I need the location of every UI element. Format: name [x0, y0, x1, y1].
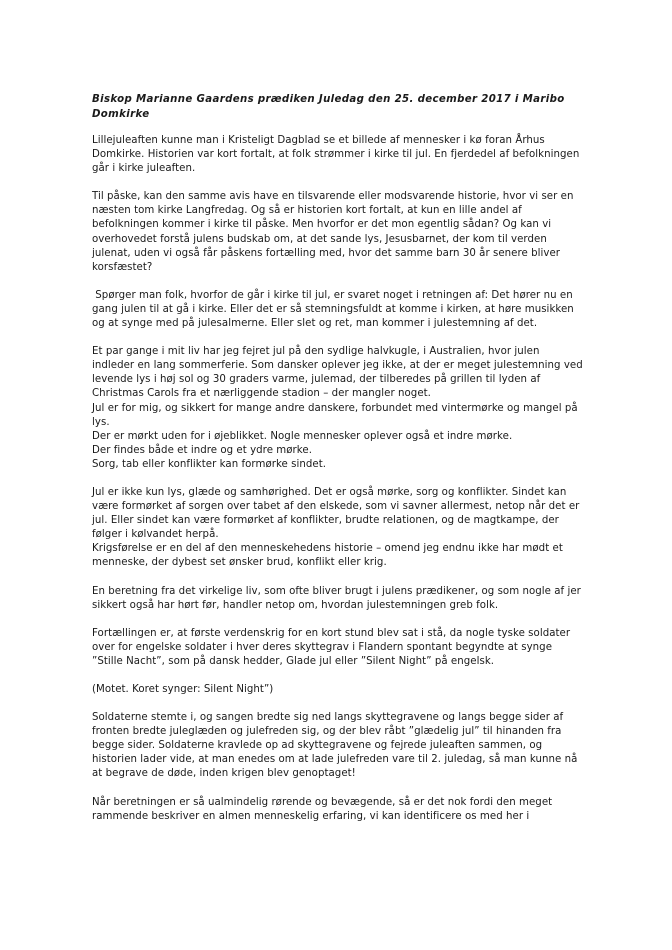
paragraph	[92, 711, 582, 781]
text-line: går i kirke juleaften.	[92, 163, 196, 175]
text-line: Der findes både et indre og et ydre mørke.	[92, 444, 312, 456]
text-line: Soldaterne stemte i, og sangen bredte sig ned langs skyttegravene og langs begge sider af	[92, 712, 564, 724]
text-line: Der er mørkt uden for i øjeblikket. Nogle mennesker oplever også et indre mørke.	[92, 430, 513, 442]
text-line: julenat, uden vi også får påskens fortælling med, hvor det samme barn 30 år senere bliver	[92, 247, 561, 259]
text-line: være formørket af sorgen over tabet af den elskede, som vi savner allermest, netop når det er	[92, 501, 580, 513]
text-line: rammende beskriver en almen menneskelig erfaring, vi kan identificere os med her i	[92, 810, 530, 822]
paragraph	[92, 627, 582, 669]
text-line: levende lys i høj sol og 30 graders varme, julemad, der tilberedes på grillen til lyden af	[92, 374, 541, 386]
paragraph	[92, 585, 582, 613]
text-line: fronten bredte juleglæden og julefreden sig, og der blev råbt ”glædelig jul” til hinanden fra	[92, 726, 562, 738]
text-line: over for engelske soldater i hver deres skyttegrav i Flandern spontant begyndte at synge	[92, 641, 553, 653]
text-line: Jul er ikke kun lys, glæde og samhørighed. Det er også mørke, sorg og konflikter. Sindet kan	[92, 486, 567, 498]
paragraph	[92, 683, 582, 697]
title-line: Domkirke	[92, 109, 150, 120]
paragraph	[92, 190, 582, 275]
text-line: befolkningen kommer i kirke til påske. Men hvorfor er det mon egentlig sådan? Og kan vi	[92, 219, 552, 231]
text-line: Lillejuleaften kunne man i Kristeligt Dagblad se et billede af mennesker i kø foran Århus	[92, 135, 545, 146]
text-line: Domkirke. Historien var kort fortalt, at folk strømmer i kirke til jul. En fjerdedel af befolkningen	[92, 149, 580, 161]
text-line: Christmas Carols fra et nærliggende stadion – der mangler noget.	[92, 388, 431, 400]
text-line: historien lader vide, at man enedes om at lade julefreden vare til 2. juledag, så man kunne nå	[92, 754, 578, 766]
text-line: Sorg, tab eller konflikter kan formørke sindet.	[92, 458, 327, 470]
text-line: jul. Eller sindet kan være formørket af konflikter, brudte relationen, og de magtkampe, der	[92, 515, 559, 527]
text-line: Spørger man folk, hvorfor de går i kirke til jul, er svaret noget i retningen af: Det hører nu en	[92, 289, 573, 301]
paragraph	[92, 134, 582, 176]
paragraph	[92, 796, 582, 824]
text-line: korsfæstet?	[92, 261, 153, 273]
paragraph	[92, 486, 582, 571]
text-line: Når beretningen er så ualmindelig rørende og bevægende, så er det nok fordi den meget	[92, 796, 553, 808]
text-line: Et par gange i mit liv har jeg fejret jul på den sydlige halvkugle, i Australien, hvor julen	[92, 346, 540, 358]
text-line: lys.	[92, 416, 110, 428]
paragraph	[92, 345, 582, 472]
text-line: menneske, der dybest set ønsker brud, konflikt eller krig.	[92, 557, 387, 569]
title-line: Biskop Marianne Gaardens prædiken Juledag den 25. december 2017 i Maribo	[92, 94, 565, 105]
text-line: Krigsførelse er en del af den menneskehedens historie – omend jeg endnu ikke har mødt et	[92, 543, 563, 555]
text-line: sikkert også har hørt før, handler netop om, hvordan julestemningen greb folk.	[92, 599, 499, 611]
text-line: og at synge med på julesalmerne. Eller slet og ret, man kommer i julestemning af det.	[92, 318, 538, 330]
paragraph	[92, 289, 582, 331]
text-line: En beretning fra det virkelige liv, som ofte bliver brugt i julens prædikener, og som nogle af jer	[92, 585, 581, 597]
text-line: næsten tom kirke Langfredag. Og så er historien kort fortalt, at kun en lille andel af	[92, 205, 522, 217]
text-line: ”Stille Nacht”, som på dansk hedder, Glade jul eller ”Silent Night” på engelsk.	[92, 655, 495, 667]
text-line: (Motet. Koret synger: Silent Night”)	[92, 684, 274, 695]
document-title	[92, 92, 582, 122]
text-line: Fortællingen er, at første verdenskrig for en kort stund blev sat i stå, da nogle tyske soldater	[92, 627, 571, 639]
text-line: overhovedet forstå julens budskab om, at det sande lys, Jesusbarnet, der kom til verden	[92, 233, 547, 245]
text-line: indleder en lang sommerferie. Som dansker oplever jeg ikke, at der er meget julestemning ved	[92, 360, 583, 372]
text-line: Til påske, kan den samme avis have en tilsvarende eller modsvarende historie, hvor vi ser en	[92, 191, 574, 203]
document-page	[92, 92, 582, 838]
text-line: gang julen til at gå i kirke. Eller det er så stemningsfuldt at komme i kirken, at høre musikken	[92, 303, 574, 315]
text-line: Jul er for mig, og sikkert for mange andre danskere, forbundet med vintermørke og mangel på	[92, 402, 578, 414]
text-line: at begrave de døde, inden krigen blev genoptaget!	[92, 768, 356, 780]
text-line: følger i kølvandet herpå.	[92, 529, 219, 541]
text-line: begge sider. Soldaterne kravlede op ad skyttegravene og fejrede juleaften sammen, og	[92, 740, 543, 752]
